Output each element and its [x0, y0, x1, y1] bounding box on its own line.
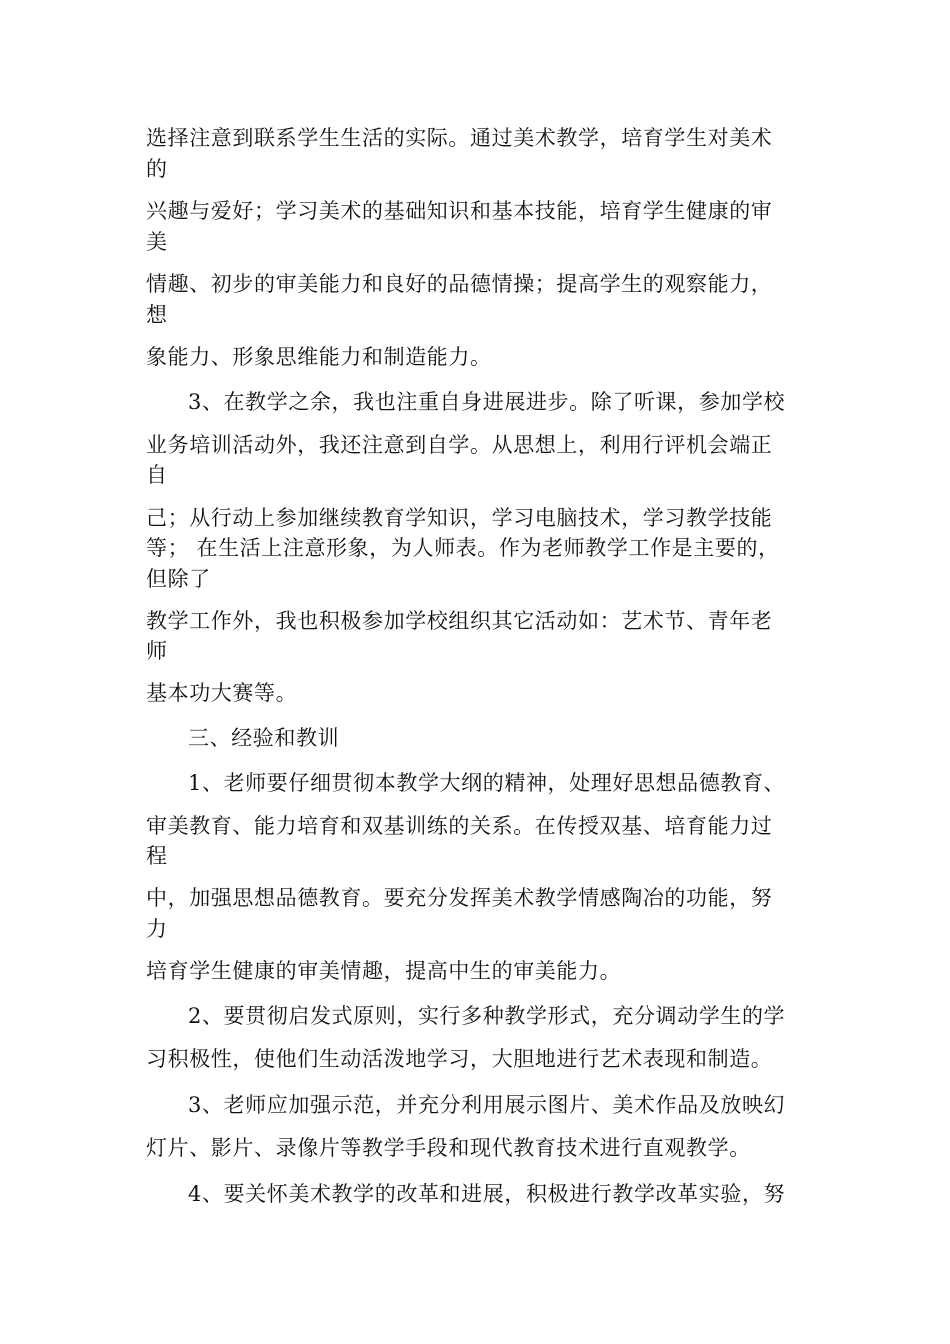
text-line: 己；从行动上参加继续教育学知识，学习电脑技术，学习教学技能 [146, 506, 773, 530]
text-line: 的 [146, 157, 168, 181]
text-line: 培育学生健康的审美情趣，提高中生的审美能力。 [146, 959, 622, 983]
text-line: 灯片、影片、录像片等教学手段和现代教育技术进行直观教学。 [146, 1136, 751, 1160]
text-line: 中，加强思想品德教育。要充分发挥美术教学情感陶冶的功能，努 [146, 886, 773, 910]
section-heading: 三、经验和教训 [188, 726, 340, 750]
paragraph-start-line: 3、在教学之余，我也注重自身进展进步。除了听课，参加学校 [188, 390, 786, 414]
paragraph-start-line: 1、老师要仔细贯彻本教学大纲的精神，处理好思想品德教育、 [188, 771, 786, 795]
text-line: 业务培训活动外，我还注意到自学。从思想上，利用行评机会端正 [146, 433, 773, 457]
text-line: 等； 在生活上注意形象，为人师表。作为老师教学工作是主要的， [146, 536, 780, 560]
text-line: 选择注意到联系学生生活的实际。通过美术教学，培育学生对美术 [146, 126, 773, 150]
text-line: 但除了 [146, 567, 211, 591]
paragraph-start-line: 2、要贯彻启发式原则，实行多种教学形式，充分调动学生的学 [188, 1004, 786, 1028]
text-line: 力 [146, 917, 168, 941]
text-line: 想 [146, 303, 168, 327]
text-line: 教学工作外，我也积极参加学校组织其它活动如：艺术节、青年老 [146, 609, 773, 633]
paragraph-start-line: 3、老师应加强示范，并充分利用展示图片、美术作品及放映幻 [188, 1093, 786, 1117]
text-line: 师 [146, 639, 168, 663]
text-line: 程 [146, 844, 168, 868]
text-line: 习积极性，使他们生动活泼地学习，大胆地进行艺术表现和制造。 [146, 1047, 773, 1071]
paragraph-start-line: 4、要关怀美术教学的改革和进展，积极进行教学改革实验，努 [188, 1182, 786, 1206]
text-line: 情趣、初步的审美能力和良好的品德情操；提高学生的观察能力， [146, 272, 773, 296]
text-line: 基本功大赛等。 [146, 681, 298, 705]
text-line: 美 [146, 230, 168, 254]
text-line: 兴趣与爱好；学习美术的基础知识和基本技能，培育学生健康的审 [146, 199, 773, 223]
text-line: 自 [146, 463, 168, 487]
text-line: 审美教育、能力培育和双基训练的关系。在传授双基、培育能力过 [146, 814, 773, 838]
text-line: 象能力、形象思维能力和制造能力。 [146, 345, 492, 369]
